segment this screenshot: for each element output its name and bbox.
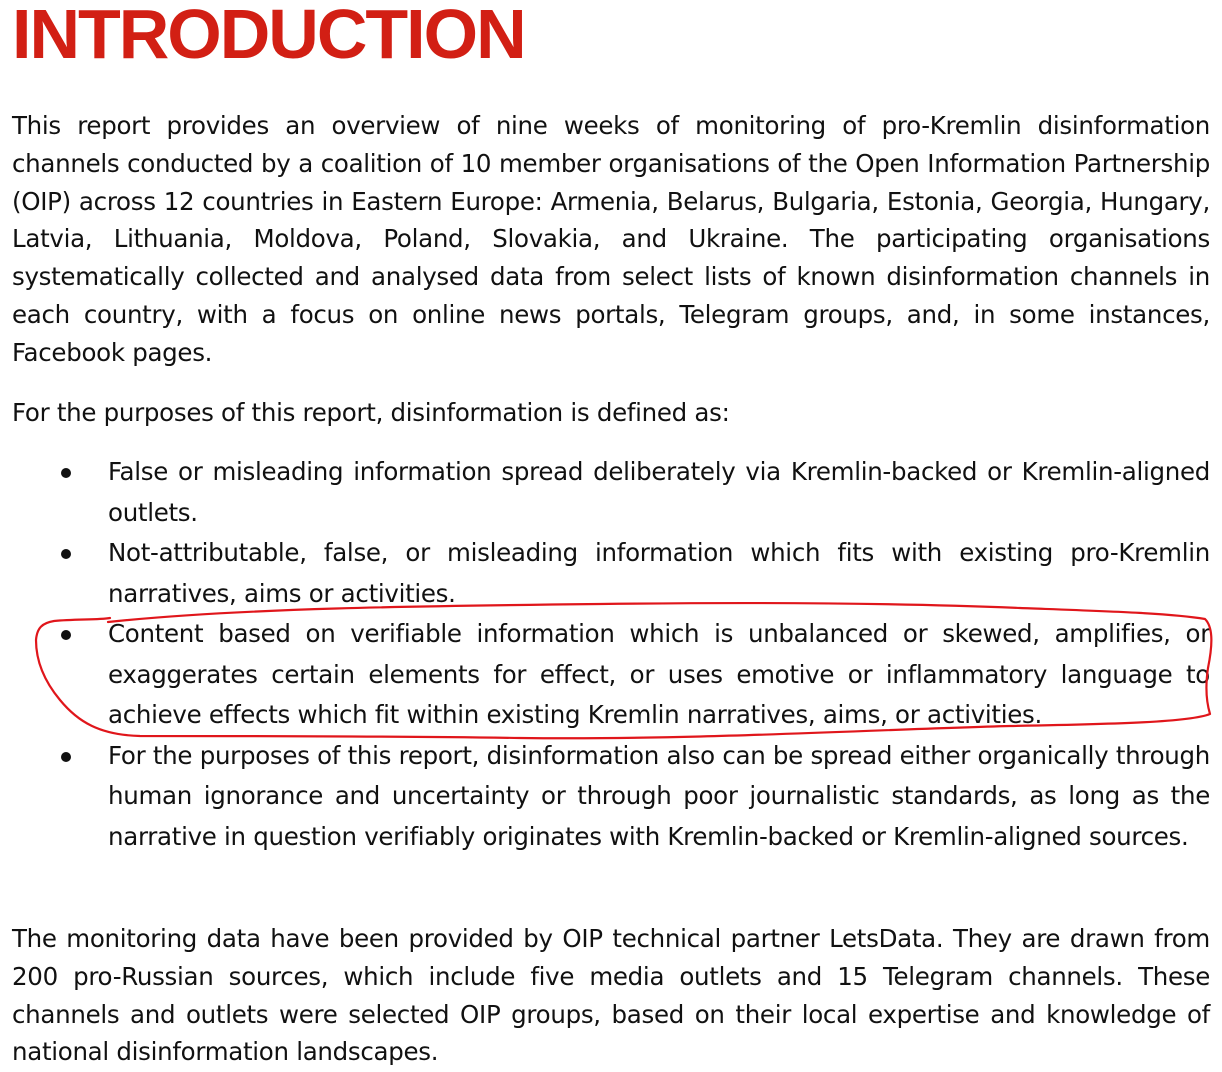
definition-bullet-list (0, 452, 1222, 857)
definition-bullet-item (0, 736, 1210, 858)
bullet-point-icon (61, 549, 71, 559)
bullet-text: Not-attributable, false, or misleading information which fits with existing pro-Kremlin narratives, aims or activities. (108, 538, 1210, 608)
bullet-text: False or misleading information spread deliberately via Kremlin-backed or Kremlin-aligned outlets. (108, 457, 1210, 527)
bullet-point-icon (61, 752, 71, 762)
definition-bullet-item (0, 533, 1210, 614)
intro-paragraph: This report provides an overview of nine weeks of monitoring of pro-Kremlin disinformation channels conducted by a coalition of 10 member organisations of the Open Information Partnership (OIP) across 12 countries in Eastern Europe: Armenia, Belarus, Bulgaria, Estonia, Georgia, Hungary, Latvia, Lithuania, Moldova, Poland, Slovakia, and Ukraine. The participating organisations systematically collected and analysed data from select lists of known disinformation channels in each country, with a focus on online news portals, Telegram groups, and, in some instances, Facebook pages. (12, 111, 1210, 367)
definition-bullet-item (0, 452, 1210, 533)
bullet-text: Content based on verifiable information which is unbalanced or skewed, amplifies, or exaggerates certain elements for effect, or uses emotive or inflammatory language to achieve effects which fit within existing Kremlin narratives, aims, or activities. (108, 619, 1210, 729)
closing-paragraph: The monitoring data have been provided by OIP technical partner LetsData. They are drawn from 200 pro-Russian sources, which include five media outlets and 15 Telegram channels. These channels and outlets were selected OIP groups, based on their local expertise and knowledge of national disinformation landscapes. (12, 924, 1210, 1067)
definition-bullet-item-highlighted (0, 614, 1210, 736)
page-title: INTRODUCTION (12, 0, 525, 73)
bullet-point-icon (61, 468, 71, 478)
bullet-point-icon (61, 630, 71, 640)
definition-lead-paragraph: For the purposes of this report, disinformation is defined as: (12, 398, 730, 427)
bullet-text: For the purposes of this report, disinformation also can be spread either organically through human ignorance and uncertainty or through poor journalistic standards, as long as the narrative in question verifiably originates with Kremlin-backed or Kremlin-aligned sources. (108, 740, 1210, 851)
